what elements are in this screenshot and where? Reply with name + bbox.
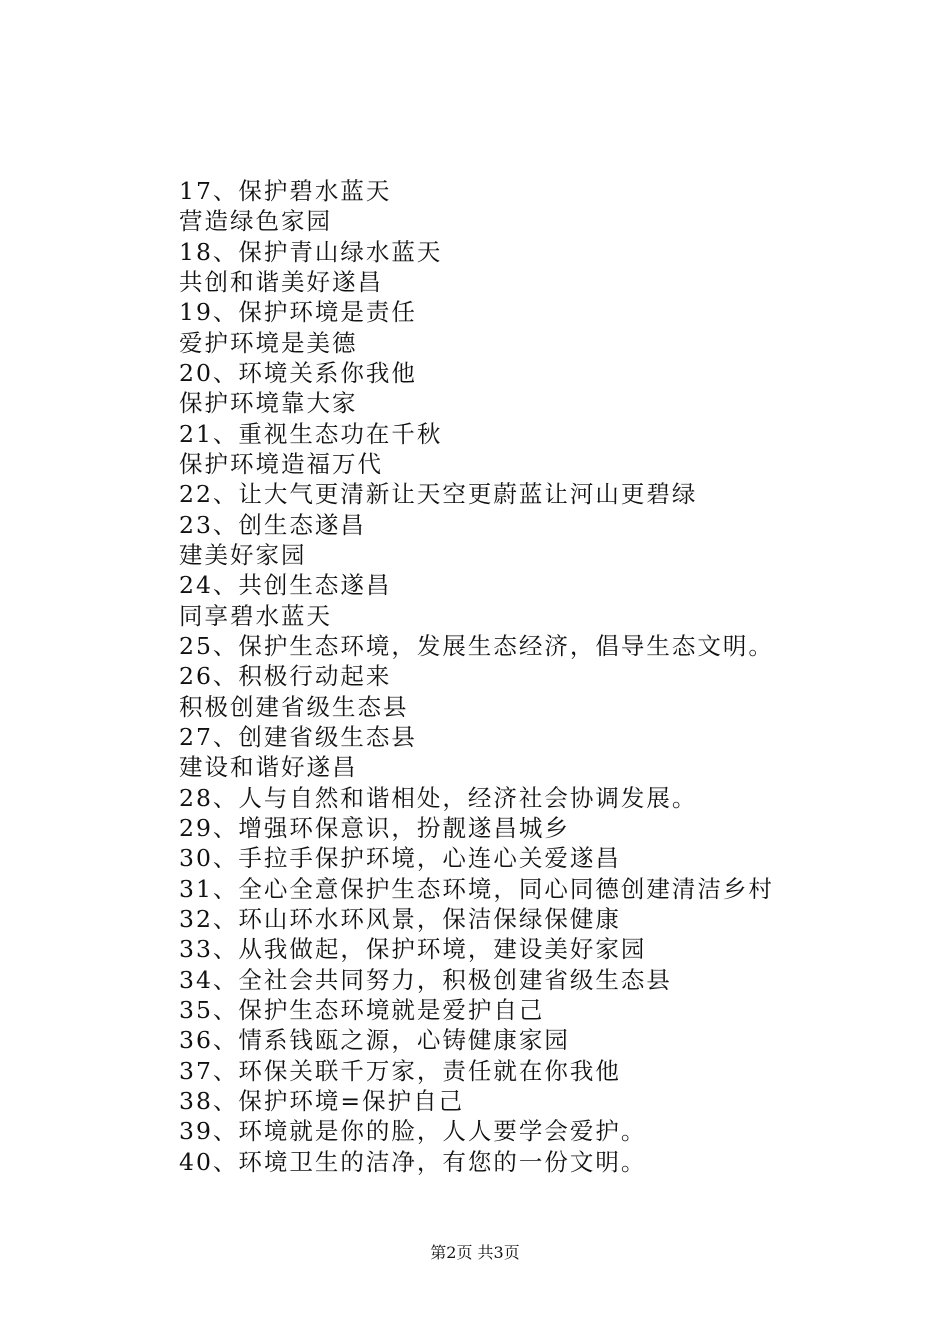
text-line: 建设和谐好遂昌 [179,753,358,782]
text-line: 共创和谐美好遂昌 [179,267,383,296]
text-line: 25、保护生态环境，发展生态经济，倡导生态文明。 [179,631,774,660]
document-body [179,176,899,1177]
text-line: 积极创建省级生态县 [179,692,409,721]
text-line: 建美好家园 [179,540,307,569]
text-line: 31、全心全意保护生态环境，同心同德创建清洁乡村 [179,874,774,903]
text-line: 22、让大气更清新让天空更蔚蓝让河山更碧绿 [179,480,698,509]
text-line: 20、环境关系你我他 [179,358,417,387]
text-line: 40、环境卫生的洁净，有您的一份文明。 [179,1147,647,1176]
text-line: 38、保护环境=保护自己 [179,1086,465,1115]
text-line: 19、保护环境是责任 [179,298,417,327]
text-line: 32、环山环水环风景，保洁保绿保健康 [179,904,621,933]
text-line: 18、保护青山绿水蓝天 [179,237,443,266]
text-line: 34、全社会共同努力，积极创建省级生态县 [179,965,672,994]
text-line: 23、创生态遂昌 [179,510,366,539]
text-line: 爱护环境是美德 [179,328,358,357]
text-line: 26、积极行动起来 [179,662,392,691]
text-line: 37、环保关联千万家，责任就在你我他 [179,1056,621,1085]
text-line: 24、共创生态遂昌 [179,571,392,600]
text-line: 29、增强环保意识，扮靓遂昌城乡 [179,813,570,842]
text-line: 27、创建省级生态县 [179,722,417,751]
text-line: 36、情系钱瓯之源，心铸健康家园 [179,1026,570,1055]
text-line: 保护环境靠大家 [179,389,358,418]
text-line: 35、保护生态环境就是爱护自己 [179,995,545,1024]
page-footer [0,1241,950,1265]
text-line: 17、保护碧水蓝天 [179,177,392,205]
text-line: 28、人与自然和谐相处，经济社会协调发展。 [179,783,698,812]
text-line: 同享碧水蓝天 [179,601,332,630]
text-line: 39、环境就是你的脸，人人要学会爱护。 [179,1117,647,1146]
page-number-label: 第2页 共3页 [430,1243,520,1262]
text-line: 21、重视生态功在千秋 [179,419,443,448]
text-line: 33、从我做起，保护环境，建设美好家园 [179,935,647,964]
text-line: 30、手拉手保护环境，心连心关爱遂昌 [179,844,621,873]
text-line: 保护环境造福万代 [179,449,383,478]
text-line: 营造绿色家园 [179,207,332,236]
